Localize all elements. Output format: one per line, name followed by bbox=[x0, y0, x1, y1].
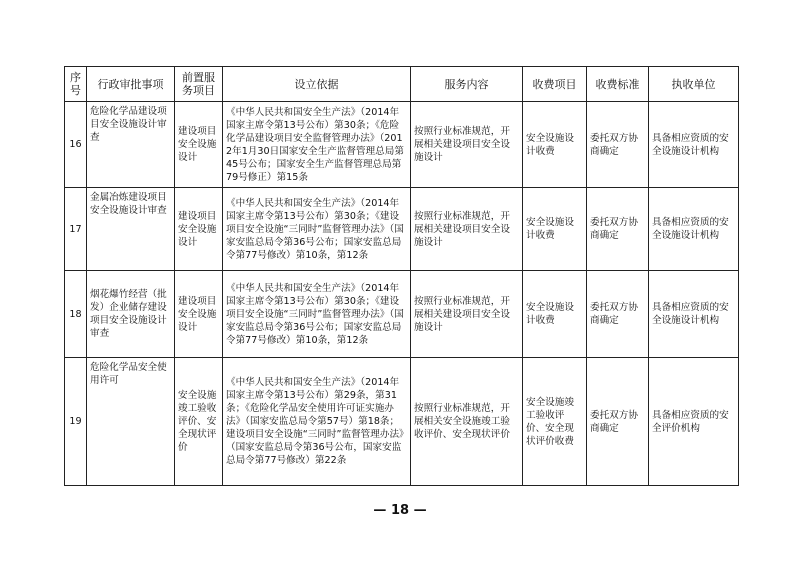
page-number: — 18 — bbox=[373, 503, 427, 518]
cell-no: 18 bbox=[65, 271, 87, 358]
cell-basis: 《中华人民共和国安全生产法》（2014年国家主席令第13号公布）第30条；《建设项目安全设施“三同时”监督管理办法》（国家安监总局令第36号公布；国家安监总局令第77号修改）第10条，第12条 bbox=[223, 188, 411, 271]
table-row bbox=[65, 102, 739, 188]
cell-content: 按照行业标准规范，开展相关安全设施竣工验收评价、安全现状评价 bbox=[411, 358, 523, 486]
cell-content: 按照行业标准规范，开展相关建设项目安全设施设计 bbox=[411, 102, 523, 188]
cell-unit: 具备相应资质的安全评价机构 bbox=[649, 358, 739, 486]
cell-item: 金属冶炼建设项目安全设施设计审查 bbox=[87, 188, 175, 271]
header-fee-std: 收费标准 bbox=[587, 67, 649, 102]
table-row bbox=[65, 188, 739, 271]
cell-fee-item: 安全设施设计收费 bbox=[523, 271, 587, 358]
cell-pre: 建设项目安全设施设计 bbox=[175, 188, 223, 271]
cell-basis: 《中华人民共和国安全生产法》（2014年国家主席令第13号公布）第30条；《建设项目安全设施“三同时”监督管理办法》（国家安监总局令第36号公布；国家安监总局令第77号修改）第10条，第12条 bbox=[223, 271, 411, 358]
cell-unit: 具备相应资质的安全设施设计机构 bbox=[649, 271, 739, 358]
cell-item: 烟花爆竹经营（批发）企业储存建设项目安全设施设计审查 bbox=[87, 271, 175, 358]
header-content: 服务内容 bbox=[411, 67, 523, 102]
cell-no: 19 bbox=[65, 358, 87, 486]
cell-pre: 安全设施竣工验收评价、安全现状评价 bbox=[175, 358, 223, 486]
cell-no: 17 bbox=[65, 188, 87, 271]
cell-pre: 建设项目安全设施设计 bbox=[175, 271, 223, 358]
cell-fee-std: 委托双方协商确定 bbox=[587, 188, 649, 271]
cell-content: 按照行业标准规范，开展相关建设项目安全设施设计 bbox=[411, 271, 523, 358]
header-pre: 前置服务项目 bbox=[175, 67, 223, 102]
cell-fee-item: 安全设施竣工验收评价、安全现状评价收费 bbox=[523, 358, 587, 486]
cell-fee-item: 安全设施设计收费 bbox=[523, 188, 587, 271]
fee-table bbox=[64, 66, 739, 486]
header-item: 行政审批事项 bbox=[87, 67, 175, 102]
cell-no: 16 bbox=[65, 102, 87, 188]
cell-basis: 《中华人民共和国安全生产法》（2014年国家主席令第13号公布）第30条；《危险化学品建设项目安全监督管理办法》（2012年1月30日国家安全生产监督管理总局第45号公布；国家安全生产监督管理总局第79号修正）第15条 bbox=[223, 102, 411, 188]
cell-unit: 具备相应资质的安全设施设计机构 bbox=[649, 102, 739, 188]
cell-basis: 《中华人民共和国安全生产法》（2014年国家主席令第13号公布）第29条，第31条；《危险化学品安全使用许可证实施办法》（国家安监总局令第57号）第18条；建设项目安全设施“三同时”监督管理办法》（国家安监总局令第36号公布，国家安监总局令第77号修改）第22条 bbox=[223, 358, 411, 486]
header-fee-item: 收费项目 bbox=[523, 67, 587, 102]
cell-content: 按照行业标准规范，开展相关建设项目安全设施设计 bbox=[411, 188, 523, 271]
cell-item: 危险化学品建设项目安全设施设计审查 bbox=[87, 102, 175, 188]
cell-fee-item: 安全设施设计收费 bbox=[523, 102, 587, 188]
cell-item: 危险化学品安全使用许可 bbox=[87, 358, 175, 486]
header-basis: 设立依据 bbox=[223, 67, 411, 102]
header-no: 序号 bbox=[65, 67, 87, 102]
cell-unit: 具备相应资质的安全设施设计机构 bbox=[649, 188, 739, 271]
cell-pre: 建设项目安全设施设计 bbox=[175, 102, 223, 188]
table-row bbox=[65, 271, 739, 358]
cell-fee-std: 委托双方协商确定 bbox=[587, 271, 649, 358]
table-header-row bbox=[65, 67, 739, 102]
cell-fee-std: 委托双方协商确定 bbox=[587, 358, 649, 486]
cell-fee-std: 委托双方协商确定 bbox=[587, 102, 649, 188]
table-row bbox=[65, 358, 739, 486]
header-unit: 执收单位 bbox=[649, 67, 739, 102]
